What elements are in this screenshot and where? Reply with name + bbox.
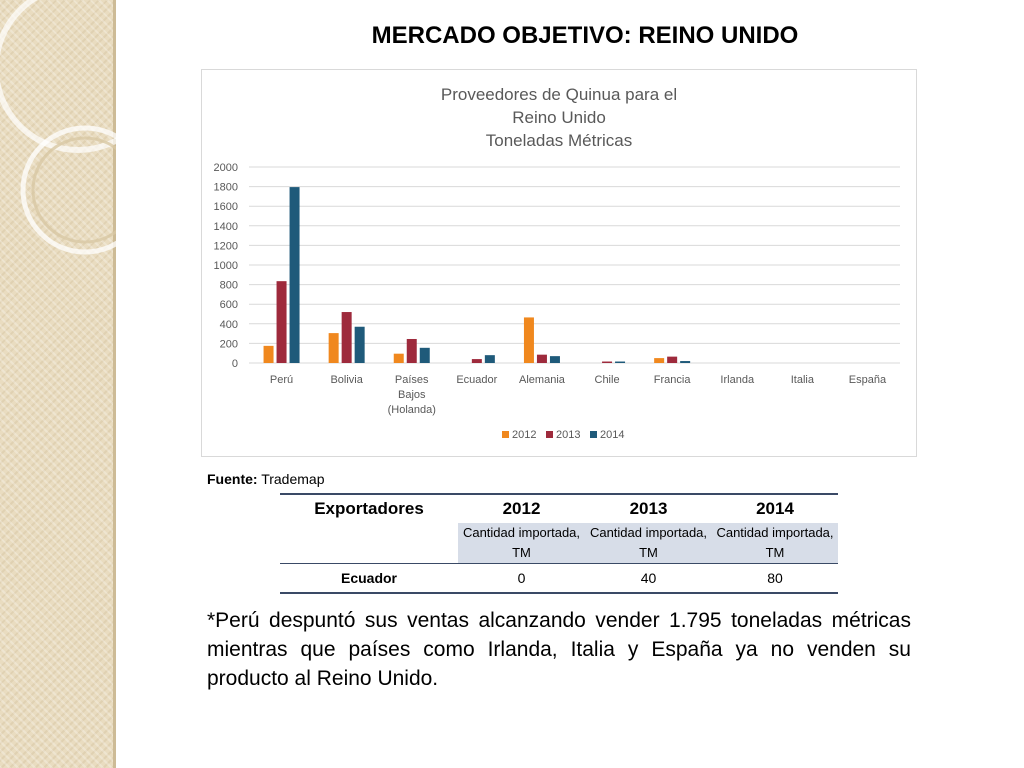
x-tick-label: Ecuador xyxy=(456,374,498,386)
source-note xyxy=(207,471,325,487)
x-tick-label: (Holanda) xyxy=(387,404,436,416)
table-sub-row xyxy=(280,523,838,564)
x-tick-label: Bajos xyxy=(397,389,426,401)
slide-title: MERCADO OBJETIVO: REINO UNIDO xyxy=(371,22,799,49)
bar xyxy=(615,362,625,363)
row-value-2014: 80 xyxy=(712,564,838,594)
source-label: Fuente: xyxy=(207,471,258,487)
legend-label: 2013 xyxy=(556,429,581,441)
x-tick-label: Irlanda xyxy=(720,374,755,386)
bar xyxy=(290,187,300,363)
x-tick-label: Italia xyxy=(790,374,814,386)
legend-swatch xyxy=(502,431,509,438)
y-tick-label: 0 xyxy=(231,358,238,370)
table-row xyxy=(280,564,838,594)
bar xyxy=(524,317,534,363)
header-exportadores: Exportadores xyxy=(280,494,458,523)
x-tick-label: Chile xyxy=(594,374,620,386)
sub-cell-2014: Cantidad importada, TM xyxy=(712,523,838,564)
chart-title-line: Proveedores de Quinua para el xyxy=(440,85,678,104)
legend-swatch xyxy=(590,431,597,438)
bar xyxy=(329,333,339,363)
bar xyxy=(342,312,352,363)
y-tick-label: 1400 xyxy=(213,220,238,233)
y-tick-label: 600 xyxy=(219,299,238,312)
x-tick-label: Alemania xyxy=(519,374,565,386)
bar xyxy=(602,362,612,363)
y-tick-label: 200 xyxy=(219,338,238,351)
decorative-circles xyxy=(0,0,116,300)
y-tick-label: 400 xyxy=(219,318,238,331)
x-tick-label: Bolivia xyxy=(330,374,363,386)
chart-title-line: Reino Unido xyxy=(512,108,606,127)
x-tick-label: España xyxy=(848,374,887,386)
header-2014: 2014 xyxy=(712,494,838,523)
sub-cell-2013: Cantidad importada, TM xyxy=(585,523,712,564)
bar-chart xyxy=(202,70,916,456)
legend-label: 2012 xyxy=(512,429,537,441)
header-2013: 2013 xyxy=(585,494,712,523)
row-value-2013: 40 xyxy=(585,564,712,594)
header-2012: 2012 xyxy=(458,494,585,523)
y-tick-label: 800 xyxy=(219,279,238,292)
bar xyxy=(420,348,430,363)
y-tick-label: 1200 xyxy=(213,240,238,253)
x-tick-label: Países xyxy=(394,374,429,386)
bar xyxy=(472,359,482,363)
bar xyxy=(550,356,560,363)
y-tick-label: 2000 xyxy=(213,162,238,174)
bar xyxy=(667,357,677,363)
x-tick-label: Francia xyxy=(653,374,691,386)
bar xyxy=(407,339,417,363)
bar xyxy=(537,355,547,363)
sub-blank xyxy=(280,523,458,564)
y-tick-label: 1600 xyxy=(213,201,238,214)
bar xyxy=(485,355,495,363)
sub-cell-2012: Cantidad importada, TM xyxy=(458,523,585,564)
bar xyxy=(355,327,365,363)
legend-label: 2014 xyxy=(600,429,625,441)
source-value: Trademap xyxy=(261,471,325,487)
bar xyxy=(654,358,664,363)
legend-swatch xyxy=(546,431,553,438)
table-header-row xyxy=(280,494,838,523)
conclusion-note: *Perú despuntó sus ventas alcanzando vender 1.795 toneladas métricas mientras que países como Irlanda, Italia y España ya no venden su producto al Reino Unido. xyxy=(207,609,911,690)
row-country: Ecuador xyxy=(280,564,458,594)
bar xyxy=(277,281,287,363)
bar xyxy=(394,354,404,363)
x-tick-label: Perú xyxy=(269,374,294,386)
bar xyxy=(680,361,690,363)
y-tick-label: 1000 xyxy=(213,260,238,272)
chart-frame xyxy=(201,69,917,457)
row-value-2012: 0 xyxy=(458,564,585,594)
exporters-table xyxy=(280,493,838,594)
y-tick-label: 1800 xyxy=(213,181,238,194)
bar xyxy=(264,346,274,363)
chart-title-line: Toneladas Métricas xyxy=(485,131,633,150)
